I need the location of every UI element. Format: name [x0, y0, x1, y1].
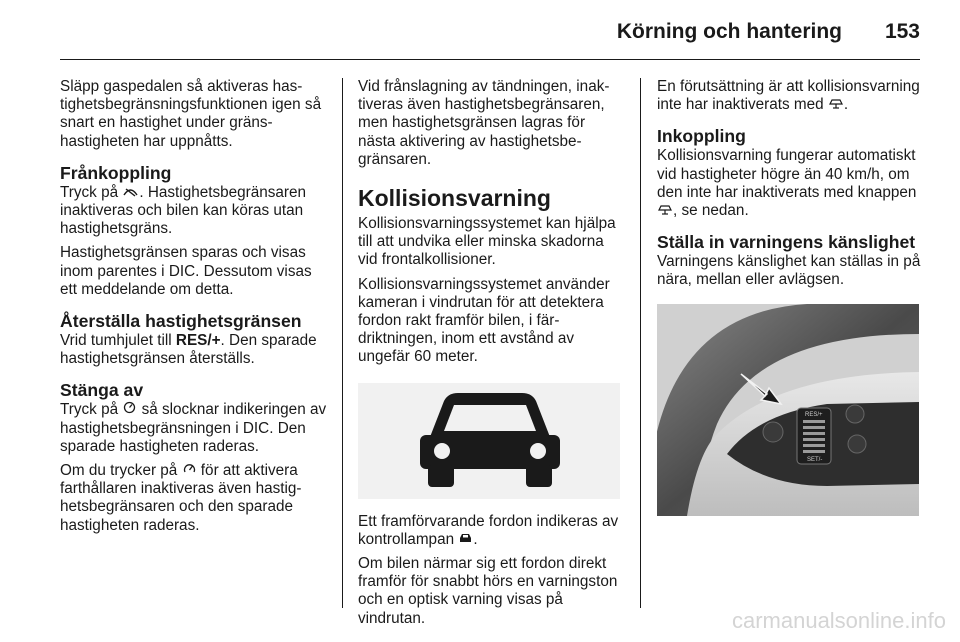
text: för att aktivera farthållaren inaktiveras även hastighetsbegränsaren och den sparade hastigheten raderas. — [60, 462, 302, 534]
control-label: RES/+ — [175, 332, 221, 350]
text: . Hastighetsbegränsaren inaktiveras och bilen kan köras utan hastighetsgräns. — [60, 183, 307, 238]
column-1 — [60, 78, 328, 541]
paragraph: Hastighetsgränsen sparas och visas inom parentes i DIC. Dessutom visas ett meddelande om detta. — [60, 244, 312, 298]
paragraph — [657, 147, 925, 220]
heading-aterstalla: Återställa hastighetsgränsen — [60, 311, 302, 332]
column-2 — [358, 78, 626, 634]
text: . — [843, 96, 849, 114]
column-divider-1 — [342, 78, 343, 608]
text: En förutsättning är att kollisionsvarning inte har inaktiverats med — [657, 78, 920, 114]
vehicle-ahead-illustration — [358, 383, 620, 499]
column-3 — [657, 78, 925, 516]
collision-warning-button-icon — [657, 202, 673, 220]
text: Om du trycker på — [60, 462, 178, 480]
paragraph: Vid frånslagning av tändningen, inaktiveras även hastighetsbegränsaren, men hastighetsgränsen lagras för nästa aktivering av hastighetsbegränsaren. — [358, 78, 610, 168]
collision-warning-button-icon — [828, 96, 844, 114]
header-rule — [60, 59, 920, 60]
paragraph — [60, 462, 328, 535]
heading-kanslighet: Ställa in varningens känslighet — [657, 232, 916, 253]
paragraph — [657, 78, 925, 114]
vehicle-ahead-icon — [458, 531, 473, 549]
text: . — [473, 530, 478, 548]
limiter-cancel-icon — [122, 401, 137, 419]
limiter-off-icon — [122, 184, 139, 202]
column-divider-2 — [640, 78, 641, 608]
heading-frankoppling: Frånkoppling — [60, 162, 172, 183]
paragraph — [358, 513, 626, 549]
paragraph: Släpp gaspedalen så aktiveras hastighetsbegränsningsfunktionen igen så snart en hastighet under gränshastigheten har uppnåtts. — [60, 78, 322, 150]
heading-inkoppling: Inkoppling — [657, 126, 746, 147]
page-header — [0, 0, 960, 60]
paragraph — [60, 401, 328, 456]
text: , se nedan. — [673, 202, 749, 220]
text: Vrid tumhjulet till — [60, 332, 172, 350]
wheel-label-top: RES/+ — [805, 411, 823, 418]
paragraph — [60, 332, 328, 368]
paragraph — [60, 184, 328, 239]
paragraph: Kollisionsvarningssystemet kan hjälpa till att undvika eller minska skadorna vid frontalkollisioner. — [358, 215, 616, 269]
text: Kollisionsvarning fungerar automatiskt vid hastigheter högre än 40 km/h, om den inte har inaktiverats med knappen — [657, 147, 917, 201]
vehicle-ahead-icon — [358, 383, 620, 499]
header-title: Körning och hantering — [616, 20, 842, 43]
steering-wheel-illustration — [657, 304, 919, 516]
text: Tryck på — [60, 401, 119, 419]
text: . Den sparade hastighetsgränsen återställs. — [60, 332, 317, 368]
page-number: 153 — [884, 20, 920, 43]
text: Tryck på — [60, 183, 119, 201]
heading-kollisionsvarning: Kollisionsvarning — [358, 185, 551, 212]
text: Ett framförvarande fordon indikeras av kontrollampan — [358, 512, 619, 548]
paragraph: Om bilen närmar sig ett fordon direkt framför för snabbt hörs en varningston och en optisk varning visas på vindrutan. — [358, 555, 618, 627]
heading-stanga-av: Stänga av — [60, 380, 144, 401]
wheel-label-bottom: SET/- — [807, 456, 823, 463]
text: så slocknar indikeringen av hastighetsbegränsningen i DIC. Den sparade hastigheten raderas. — [60, 401, 327, 455]
watermark: carmanualsonline.info — [731, 608, 946, 633]
paragraph: Kollisionsvarningssystemet använder kameran i vindrutan för att detektera fordon rakt framför bilen, i färdriktningen, inom ett avstånd av ungefär 60 meter. — [358, 275, 610, 366]
steering-wheel-photo — [657, 304, 919, 516]
cruise-control-icon — [182, 462, 197, 480]
paragraph: Varningens känslighet kan ställas in på nära, mellan eller avlägsen. — [657, 253, 921, 289]
